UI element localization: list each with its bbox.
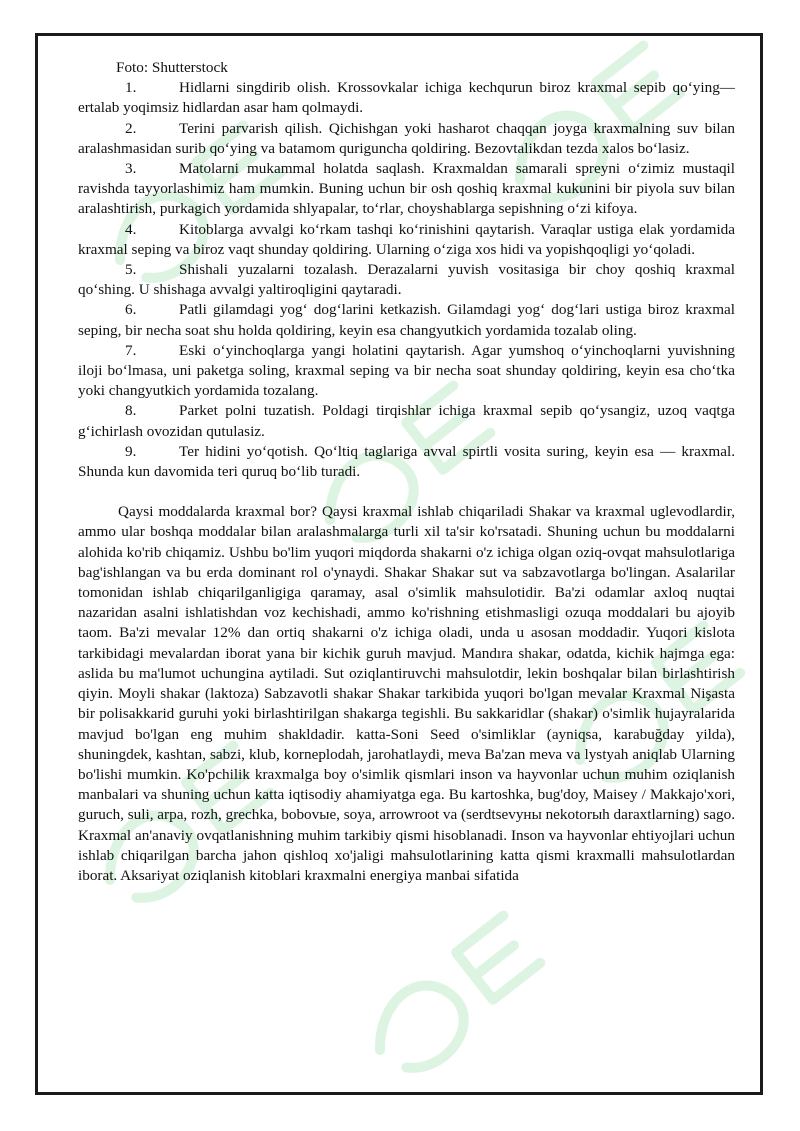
list-item — [78, 442, 735, 482]
list-item — [78, 300, 735, 340]
list-number: 9. — [125, 442, 137, 460]
list-item — [78, 220, 735, 260]
list-text: Kitoblarga avvalgi ko‘rkam tashqi ko‘rinishini qaytarish. Varaqlar ustiga elak yordamida kraxmal seping va biroz vaqt shunday qoldiring. Ularning o‘ziga xos hidi va yopishqoqligi yo‘qoladi. — [78, 220, 735, 258]
list-number: 3. — [125, 160, 137, 178]
list-number: 1. — [125, 79, 137, 97]
photo-caption: Foto: Shutterstock — [116, 59, 228, 76]
list-item — [78, 260, 735, 300]
body-paragraph: Qaysi moddalarda kraxmal bor? Qaysi kraxmal ishlab chiqariladi Shakar va kraxmal uglevodlardir, ammo ular boshqa moddalar bilan aralashmalarga turli xil ta'sir ko'rsatadi. Shuning uchun bu moddalarni alohida ko'rib chiqamiz. Ushbu bo'lim yuqori miqdorda shakarni o'z ichiga olgan oziq-ovqat mahsulotlariga bag'ishlangan va bu erda dominant rol o'ynaydi. Shakar Shakar sut va sabzavotlarga bo'lingan. Asalarilar tomonidan ishlab chiqarilganligiga qaramay, asal o'simlik mahsulotidir. Ba'zi odamlar axloq nuqtai nazaridan asalni ishlatishdan voz kechishadi, ammo ko'rishning etishmasligi ozuqa moddalari bu ajoyib taom. Ba'zi mevalar 12% dan ortiq shakarni o'z ichiga oladi, unda u asosan moddadir. Yuqori kislota tarkibidagi mevalardan iborat yana bir kichik guruh mavjud. Mandıra shakar, odatda, kichik hajmga ega: aslida bu ma'lumot uchungina aytiladi. Sut oziqlantiruvchi mahsulotdir, lekin boshqalar bilan birlashtirish qiyin. Moyli shakar (laktoza) Sabzavotli shakar Shakar tarkibida yuqori bo'lgan mevalar Kraxmal Nişasta bir polisakkarid guruhi yoki birlashtirilgan shakarga tegishli. Bu sakkaridlar (shakar) o'simlik hujayralarida mavjud bo'lgan eng muhim shakldadir. katta-Soni Seed o'simliklar (ayniqsa, karabuğday yilda), shuningdek, kashtan, sabzi, klub, korneplodah, jarohatlaydi, meva Ba'zan meva va lystyah aniqlab Ularning bo'lishi mumkin. Ko'pchilik kraxmalga boy o'simlik qismlari inson va hayvonlar uchun muhim oziqlanish manbalari va shuning uchun katta iqtisodiy ahamiyatga ega. Bu kartoshka, bug'doy, Maisey / Makkajo'xori, guruch, suli, arpa, rozh, grechka, bobovыe, soya, arrowroot va (serdtsevyны nekotorыh daraxtlarning) sago. Kraxmal an'anaviy ovqatlanishning muhim tarkibiy qismi hisoblanadi. Inson va hayvonlar ehtiyojlari uchun ishlab chiqarilgan barcha jahon qishloq xo'jaligi mahsulotlarining katta qismi kraxmalli mahsulotlardan iborat. Aksariyat oziqlanish kitoblari kraxmalni energiya manbai sifatida — [78, 503, 736, 884]
list-number: 6. — [125, 301, 137, 319]
list-item — [78, 159, 735, 220]
list-text: Parket polni tuzatish. Poldagi tirqishlar ichiga kraxmal sepib qo‘ysangiz, uzoq vaqtga g‘ichirlash ovozidan qutulasiz. — [78, 402, 735, 440]
list-item — [78, 401, 735, 441]
list-text: Hidlarni singdirib olish. Krossovkalar ichiga kechqurun biroz kraxmal sepib qo‘ying— ertalab yoqimsiz hidlardan asar ham qolmaydi. — [78, 79, 735, 117]
list-number: 5. — [125, 261, 137, 279]
list-number: 4. — [125, 220, 137, 238]
list-item — [78, 78, 735, 118]
list-text: Patli gilamdagi yog‘ dog‘larini ketkazish. Gilamdagi yog‘ dog‘lari ustiga biroz kraxmal seping, bir necha soat shu holda qoldiring, keyin esa changyutkich yordamida tozalab oling. — [78, 301, 735, 339]
list-text: Matolarni mukammal holatda saqlash. Kraxmaldan samarali spreyni o‘zimiz mustaqil ravishda tayyorlashimiz ham mumkin. Buning uchun bir osh qoshiq kraxmal kukunini bir piyola suv bilan aralashtirish, purkagich yordamida shlyapalar, to‘rlar, choyshablarga sepishning o‘zi kifoya. — [78, 160, 735, 218]
list-text: Eski o‘yinchoqlarga yangi holatini qaytarish. Agar yumshoq o‘yinchoqlarni yuvishning iloji bo‘lmasa, uni paketga soling, kraxmal seping va bir necha soat shunday qoldiring, keyin esa cho‘tka yoki changyutkich yordamida tozalang. — [78, 341, 735, 400]
list-number: 8. — [125, 402, 137, 420]
numbered-list — [78, 78, 735, 482]
list-text: Ter hidini yo‘qotish. Qo‘ltiq taglariga avval spirtli vosita suring, keyin esa — kraxmal. Shunda kun davomida teri quruq bo‘lib turadi. — [78, 442, 735, 481]
list-item — [78, 341, 735, 402]
list-number: 2. — [125, 119, 137, 137]
list-text: Shishali yuzalarni tozalash. Derazalarni yuvish vositasiga bir choy qoshiq kraxmal qo‘shing. U shishaga avvalgi yaltiroqligini qaytaradi. — [78, 261, 735, 299]
list-text: Terini parvarish qilish. Qichishgan yoki hasharot chaqqan joyga kraxmalning suv bilan aralashmasidan surib qo‘ying va batamom qurigunchа qoldiring. Bezovtalikdan tezda xalos bo‘lasiz. — [78, 119, 735, 157]
list-item — [78, 119, 735, 159]
list-number: 7. — [125, 341, 137, 359]
document-body — [78, 58, 735, 886]
